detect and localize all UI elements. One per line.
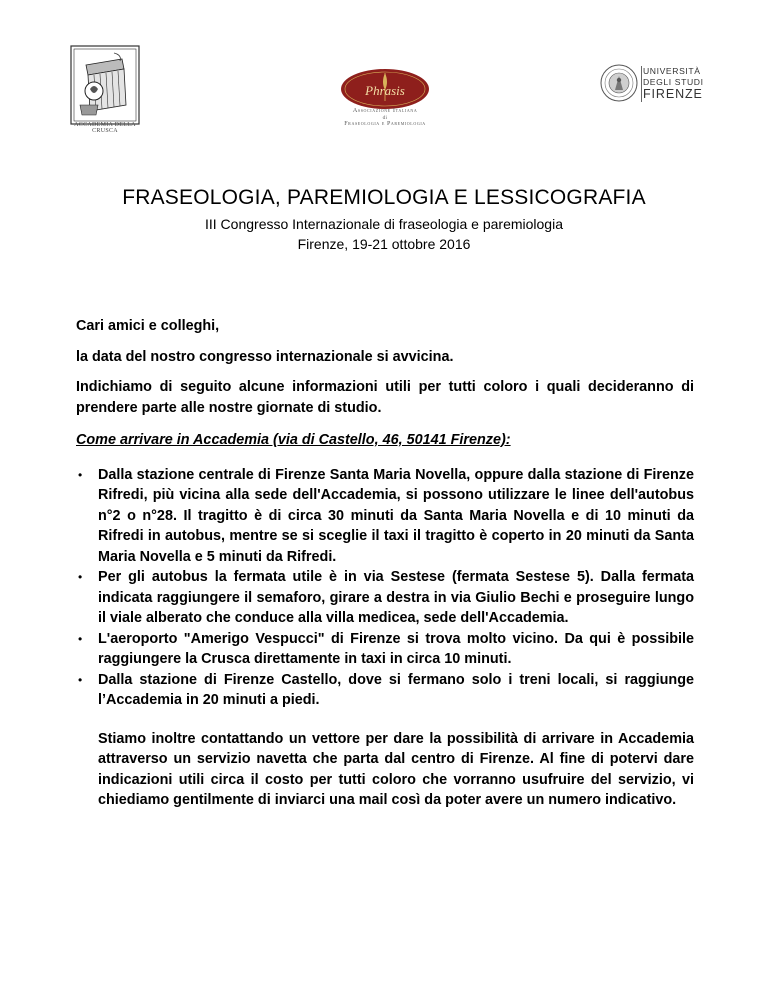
bullet-icon: • — [78, 631, 83, 646]
bullet-icon: • — [78, 467, 83, 482]
phrasis-logo-text: Phrasis — [365, 83, 405, 98]
list-item-text: Per gli autobus la fermata utile è in via Sestese (fermata Sestese 5). Dalla fermata indicata raggiungere il semaforo, girare a destra in via Giulio Bechi e proseguire lungo il viale alberato che conduce alla villa medicea, sede dell'Accademia. — [98, 569, 694, 626]
directions-list — [76, 465, 694, 711]
document-subtitle: III Congresso Internazionale di fraseologia e paremiologia — [205, 216, 563, 232]
unifi-line-degli-studi: DEGLI STUDI — [643, 77, 704, 87]
accademia-crusca-logo — [70, 45, 140, 125]
unifi-seal-logo — [600, 64, 638, 102]
crusca-caption: ACCADEMIA DELLA CRUSCA — [74, 122, 136, 134]
list-item — [78, 629, 694, 670]
intro-paragraph: la data del nostro congresso internazionale si avvicina. — [76, 348, 454, 365]
document-date: Firenze, 19-21 ottobre 2016 — [297, 236, 471, 252]
shuttle-paragraph: Stiamo inoltre contattando un vettore per dare la possibilità di arrivare in Accademia attraverso un servizio navetta che parta dal centro di Firenze. Al fine di potervi dare indicazioni utili circa il costo per tutti coloro che vorranno usufruire del servizio, vi chiediamo gentilmente di inviarci una mail così da poter avere un numero indicativo. — [98, 730, 694, 808]
phrasis-logo — [340, 68, 430, 110]
greeting: Cari amici e colleghi, — [76, 318, 220, 334]
unifi-line-universita: UNIVERSITÀ — [643, 66, 701, 76]
bullet-icon: • — [78, 570, 83, 584]
list-item-text: Dalla stazione centrale di Firenze Santa Maria Novella, oppure dalla stazione di Firenze Rifredi, più vicina alla sede dell'Accademia, si possono utilizzare le linee dell'autobus n°2 o n°28. Il tragitto è di circa 30 minuti da Santa Maria Novella e di 10 minuti da Rifredi in autobus, mentre se si sceglie il taxi il tragitto è coperto in 20 minuti da Santa Maria Novella e 5 minuti da Rifredi. — [98, 466, 694, 565]
phrasis-caption-fraseologia: Fraseologia e Paremiologia — [344, 121, 426, 127]
phrasis-caption-association: Associazione Italiana — [352, 107, 418, 114]
list-item-text: Dalla stazione di Firenze Castello, dove si fermano solo i treni locali, si raggiunge l’Accademia in 20 minuti a piedi. — [98, 671, 694, 708]
list-item-text: L'aeroporto "Amerigo Vespucci" di Firenze si trova molto vicino. Da qui è possibile raggiungere la Crusca direttamente in taxi in circa 10 minuti. — [98, 630, 694, 667]
list-item — [78, 670, 694, 711]
phrasis-caption-di: di — [382, 116, 388, 121]
document-title: FRASEOLOGIA, PAREMIOLOGIA E LESSICOGRAFIA — [122, 186, 646, 209]
list-item — [78, 567, 694, 629]
info-paragraph: Indichiamo di seguito alcune informazioni utili per tutti coloro i quali decideranno di prendere parte alle nostre giornate di studio. — [76, 379, 694, 416]
unifi-divider — [641, 66, 642, 102]
list-item — [78, 465, 694, 568]
letter-body — [76, 316, 694, 811]
unifi-line-firenze: FIRENZE — [643, 87, 703, 101]
directions-heading: Come arrivare in Accademia (via di Castello, 46, 50141 Firenze): — [76, 432, 511, 448]
unifi-wordmark — [643, 66, 704, 100]
bullet-icon: • — [78, 672, 83, 687]
